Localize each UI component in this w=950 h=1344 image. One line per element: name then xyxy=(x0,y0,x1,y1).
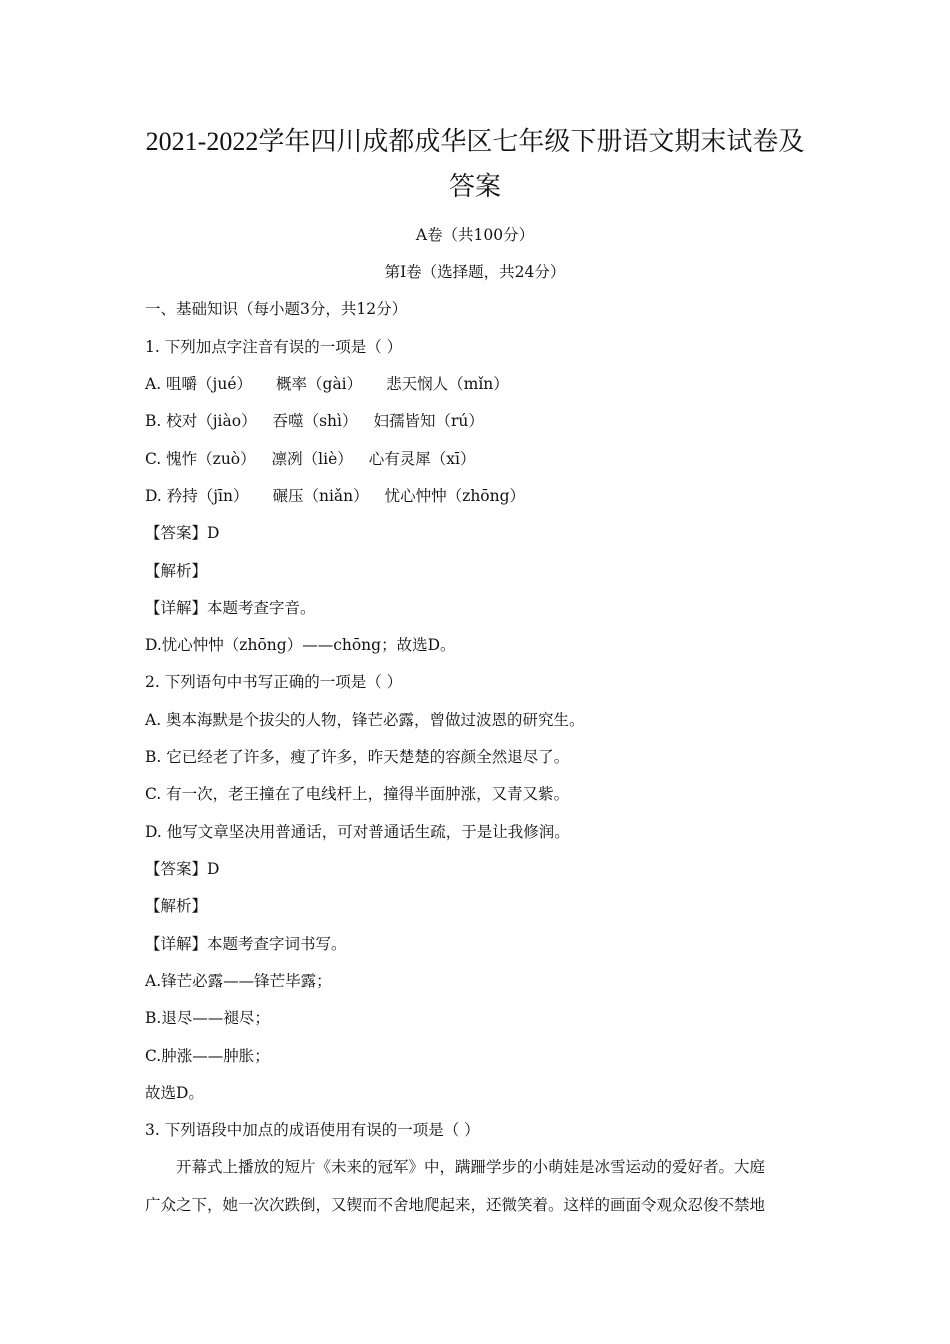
document-title-line1: 2021-2022学年四川成都成华区七年级下册语文期末试卷及 xyxy=(145,127,805,156)
q1-option-c xyxy=(145,449,475,469)
q2-detail: 【详解】本题考查字词书写。 xyxy=(145,935,347,953)
q2-conclusion: 故选D。 xyxy=(145,1084,204,1102)
q3-passage-line1: 开幕式上播放的短片《未来的冠军》中，蹒跚学步的小萌娃是冰雪运动的爱好者。大庭 xyxy=(176,1158,766,1176)
q1-option-d-item1: D. 矜持（jīn） xyxy=(145,487,249,505)
q2-explanation-b: B.退尽——褪尽； xyxy=(145,1009,270,1027)
volume-heading: A卷（共100分） xyxy=(415,226,535,244)
q1-option-c-item2: 凛冽（liè） xyxy=(271,450,353,468)
q1-option-a-item1: A. 咀嚼（jué） xyxy=(145,375,253,393)
q1-detail: 【详解】本题考查字音。 xyxy=(145,599,316,617)
q1-option-a xyxy=(145,374,509,394)
q1-answer: 【答案】D xyxy=(145,524,220,542)
q2-analysis-label: 【解析】 xyxy=(145,897,208,915)
q2-option-a: A. 奥本海默是个拔尖的人物，锋芒必露，曾做过波恩的研究生。 xyxy=(145,711,585,729)
q1-option-d xyxy=(145,486,525,506)
q2-option-c: C. 有一次，老王撞在了电线杆上，撞得半面肿涨，又青又紫。 xyxy=(145,785,570,803)
q2-explanation-a: A.锋芒必露——锋芒毕露； xyxy=(145,972,332,990)
q1-stem: 1. 下列加点字注音有误的一项是（ ） xyxy=(145,338,403,356)
q1-option-c-item3: 心有灵犀（xī） xyxy=(368,450,476,468)
q2-option-d: D. 他写文章坚决用普通话，可对普通话生疏，于是让我修润。 xyxy=(145,823,570,841)
document-title-line2: 答案 xyxy=(448,172,501,201)
q1-option-a-item3: 悲天悯人（mǐn） xyxy=(386,375,509,393)
q3-passage-line2: 广众之下，她一次次跌倒，又锲而不舍地爬起来，还微笑着。这样的画面令观众忍俊不禁地 xyxy=(145,1196,766,1214)
q1-explanation: D.忧心忡忡（zhōng）——chōng；故选D。 xyxy=(145,636,456,654)
q3-stem: 3. 下列语段中加点的成语使用有误的一项是（ ） xyxy=(145,1121,480,1139)
q1-analysis-label: 【解析】 xyxy=(145,562,208,580)
q1-option-b xyxy=(145,411,484,431)
q2-answer: 【答案】D xyxy=(145,860,220,878)
q1-option-c-item1: C. 愧怍（zuò） xyxy=(145,450,256,468)
part-heading: 第Ⅰ卷（选择题，共24分） xyxy=(384,263,566,281)
q1-option-d-item2: 碾压（niǎn） xyxy=(272,487,369,505)
q1-option-a-item2: 概率（gài） xyxy=(276,375,363,393)
q1-option-b-item3: 妇孺皆知（rú） xyxy=(373,412,484,430)
q1-option-d-item3: 忧心忡忡（zhōng） xyxy=(384,487,526,505)
section-heading: 一、基础知识（每小题3分，共12分） xyxy=(145,300,408,318)
q1-option-b-item2: 吞噬（shì） xyxy=(272,412,358,430)
q2-option-b: B. 它已经老了许多，瘦了许多，昨天楚楚的容颜全然退尽了。 xyxy=(145,748,570,766)
q1-option-b-item1: B. 校对（jiào） xyxy=(145,412,257,430)
q2-stem: 2. 下列语句中书写正确的一项是（ ） xyxy=(145,673,403,691)
q2-explanation-c: C.肿涨——肿胀； xyxy=(145,1047,270,1065)
